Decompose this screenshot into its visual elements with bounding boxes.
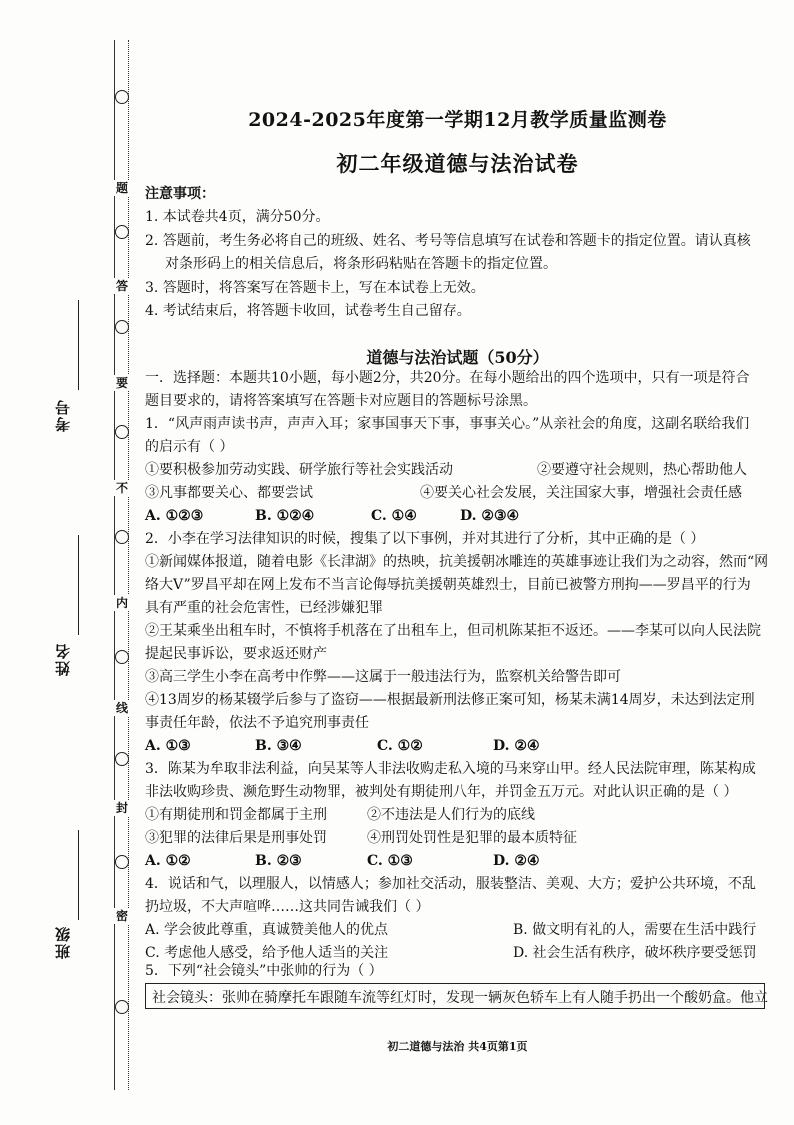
notes-heading: 注意事项： — [145, 186, 215, 202]
binding-circle — [115, 1000, 129, 1014]
q2-text: ①新闻媒体报道，随着电影《长津湖》的热映，抗美援朝冰雕连的英雄事迹让我们为之动容，然而“网 — [145, 554, 769, 570]
q2-choice: A. ①③ — [145, 738, 191, 754]
binding-mark: 密 — [112, 908, 132, 924]
exam-subtitle: 初二年级道德与法治试卷 — [336, 151, 579, 176]
q1-statement: ②要遵守社会规则，热心帮助他人 — [537, 462, 747, 478]
question-5-stem: 5．下列“社会镜头”中张帅的行为（ ） — [145, 963, 383, 979]
exam-title: 2024-2025年度第一学期12月教学质量监测卷 — [248, 109, 667, 131]
question-1-stem: 的启示有（ ） — [145, 439, 234, 455]
name-label: 姓名 — [54, 642, 72, 676]
social-scene-box — [145, 983, 768, 1009]
binding-mark: 题 — [112, 180, 132, 196]
binding-mark: 封 — [112, 800, 132, 816]
question-1-stem: 1．“风声雨声读书声，声声入耳；家事国事天下事，事事关心。”从亲社会的角度，这副名联给我们 — [145, 416, 750, 432]
note-item: 1. 本试卷共4页，满分50分。 — [145, 209, 330, 225]
binding-strip — [112, 40, 132, 1090]
question-3-stem: 非法收购珍贵、濒危野生动物罪，被判处有期徒刑八年，并罚金五万元。对此认识正确的是（ ） — [145, 784, 738, 800]
q3-choice: A. ①② — [145, 853, 191, 869]
question-4-stem: 4．说话和气，以理服人，以情感人；参加社交活动，服装整洁、美观、大方；爱护公共环境，不乱 — [145, 876, 756, 892]
q3-statement: ④刑罚处罚性是犯罪的最本质特征 — [367, 830, 577, 846]
q1-statement: ①要积极参加劳动实践、研学旅行等社会实践活动 — [145, 462, 453, 478]
q3-choice: D. ②④ — [493, 853, 540, 869]
binding-circle — [115, 90, 129, 104]
exam-number-label: 考号 — [54, 398, 72, 432]
q2-text: 事责任年龄，依法不予追究刑事责任 — [145, 715, 369, 731]
binding-mark: 线 — [112, 700, 132, 716]
q4-choice: B. 做文明有礼的人，需要在生活中践行 — [513, 922, 757, 938]
binding-mark: 内 — [112, 595, 132, 611]
q2-text: ③高三学生小李在高考中作弊——这属于一般违法行为，监察机关给警告即可 — [145, 669, 621, 685]
note-item: 对条形码上的相关信息后，将条形码粘贴在答题卡的指定位置。 — [165, 256, 557, 272]
q2-text: ②王某乘坐出租车时，不慎将手机落在了出租车上，但司机陈某拒不返还。——李某可以向人民法院 — [145, 623, 761, 639]
question-2-stem: 2．小李在学习法律知识的时候，搜集了以下事例，并对其进行了分析，其中正确的是（ ） — [145, 531, 705, 547]
exam-number-line[interactable] — [78, 300, 79, 390]
page-footer: 初二道德与法治 共4页第1页 — [387, 1040, 528, 1053]
binding-mark: 要 — [112, 375, 132, 391]
q2-choice: D. ②④ — [493, 738, 540, 754]
binding-circle — [115, 855, 129, 869]
q4-choice: C. 考虑他人感受，给予他人适当的关注 — [145, 945, 389, 961]
note-item: 3. 答题时，将答案写在答题卡上，写在本试卷上无效。 — [145, 280, 485, 296]
question-4-stem: 扔垃圾，不大声喧哗……这共同告诫我们（ ） — [145, 899, 430, 915]
binding-circle — [115, 425, 129, 439]
q2-text: 具有严重的社会危害性，已经涉嫌犯罪 — [145, 600, 383, 616]
section-intro: 题目要求的，请将答案填写在答题卡对应题目的答题标号涂黑。 — [145, 393, 537, 409]
q3-statement: ①有期徒刑和罚金都属于主刑 — [145, 807, 327, 823]
q1-choice: C. ①④ — [371, 508, 417, 524]
class-label: 班级 — [54, 925, 72, 959]
q1-statement: ④要关心社会发展，关注国家大事，增强社会责任感 — [420, 485, 742, 501]
section-intro: 一．选择题：本题共10小题，每小题2分，共20分。在每小题给出的四个选项中，只有一项是符合 — [145, 370, 750, 386]
q3-statement: ②不违法是人们行为的底线 — [367, 807, 535, 823]
q1-choice: A. ①②③ — [145, 508, 204, 524]
binding-circle — [115, 752, 129, 766]
q2-text: ④13周岁的杨某辍学后参与了盗窃——根据最新刑法修正案可知，杨某未满14周岁，未达到法定刑 — [145, 692, 755, 708]
binding-circle — [115, 530, 129, 544]
q2-text: 提起民事诉讼，要求返还财产 — [145, 646, 327, 662]
q1-choice: D. ②③④ — [460, 508, 520, 524]
binding-line — [114, 40, 115, 1090]
class-line[interactable] — [78, 830, 79, 920]
q3-choice: B. ②③ — [255, 853, 302, 869]
q1-choice: B. ①②④ — [255, 508, 315, 524]
q3-choice: C. ①③ — [367, 853, 413, 869]
q2-choice: C. ①② — [377, 738, 423, 754]
q1-statement: ③凡事都要关心、都要尝试 — [145, 485, 313, 501]
social-scene-text: 社会镜头：张帅在骑摩托车跟随车流等红灯时，发现一辆灰色轿车上有人随手扔出一个酸奶盒。他立 — [152, 990, 768, 1006]
note-item: 2. 答题前，考生务必将自己的班级、姓名、考号等信息填写在试卷和答题卡的指定位置。请认真核 — [145, 233, 751, 249]
binding-mark: 不 — [112, 480, 132, 496]
binding-circle — [115, 320, 129, 334]
binding-circle — [115, 650, 129, 664]
name-line[interactable] — [78, 535, 79, 635]
q2-choice: B. ③④ — [255, 738, 302, 754]
q3-statement: ③犯罪的法律后果是刑事处罚 — [145, 830, 327, 846]
binding-mark: 答 — [112, 278, 132, 294]
q4-choice: D. 社会生活有秩序，破坏秩序要受惩罚 — [513, 945, 757, 961]
section-title: 道德与法治试题（50分） — [366, 348, 549, 367]
question-3-stem: 3．陈某为牟取非法利益，向吴某等人非法收购走私入境的马来穿山甲。经人民法院审理，陈某构成 — [145, 761, 756, 777]
q4-choice: A. 学会彼此尊重，真诚赞美他人的优点 — [145, 922, 389, 938]
binding-circle — [115, 225, 129, 239]
binding-dotted-line — [128, 40, 129, 1090]
q2-text: 络大V”罗昌平却在网上发布不当言论侮辱抗美援朝英雄烈士，目前已被警方刑拘——罗昌平的行为 — [145, 577, 751, 593]
note-item: 4. 考试结束后，将答题卡收回，试卷考生自己留存。 — [145, 303, 471, 319]
